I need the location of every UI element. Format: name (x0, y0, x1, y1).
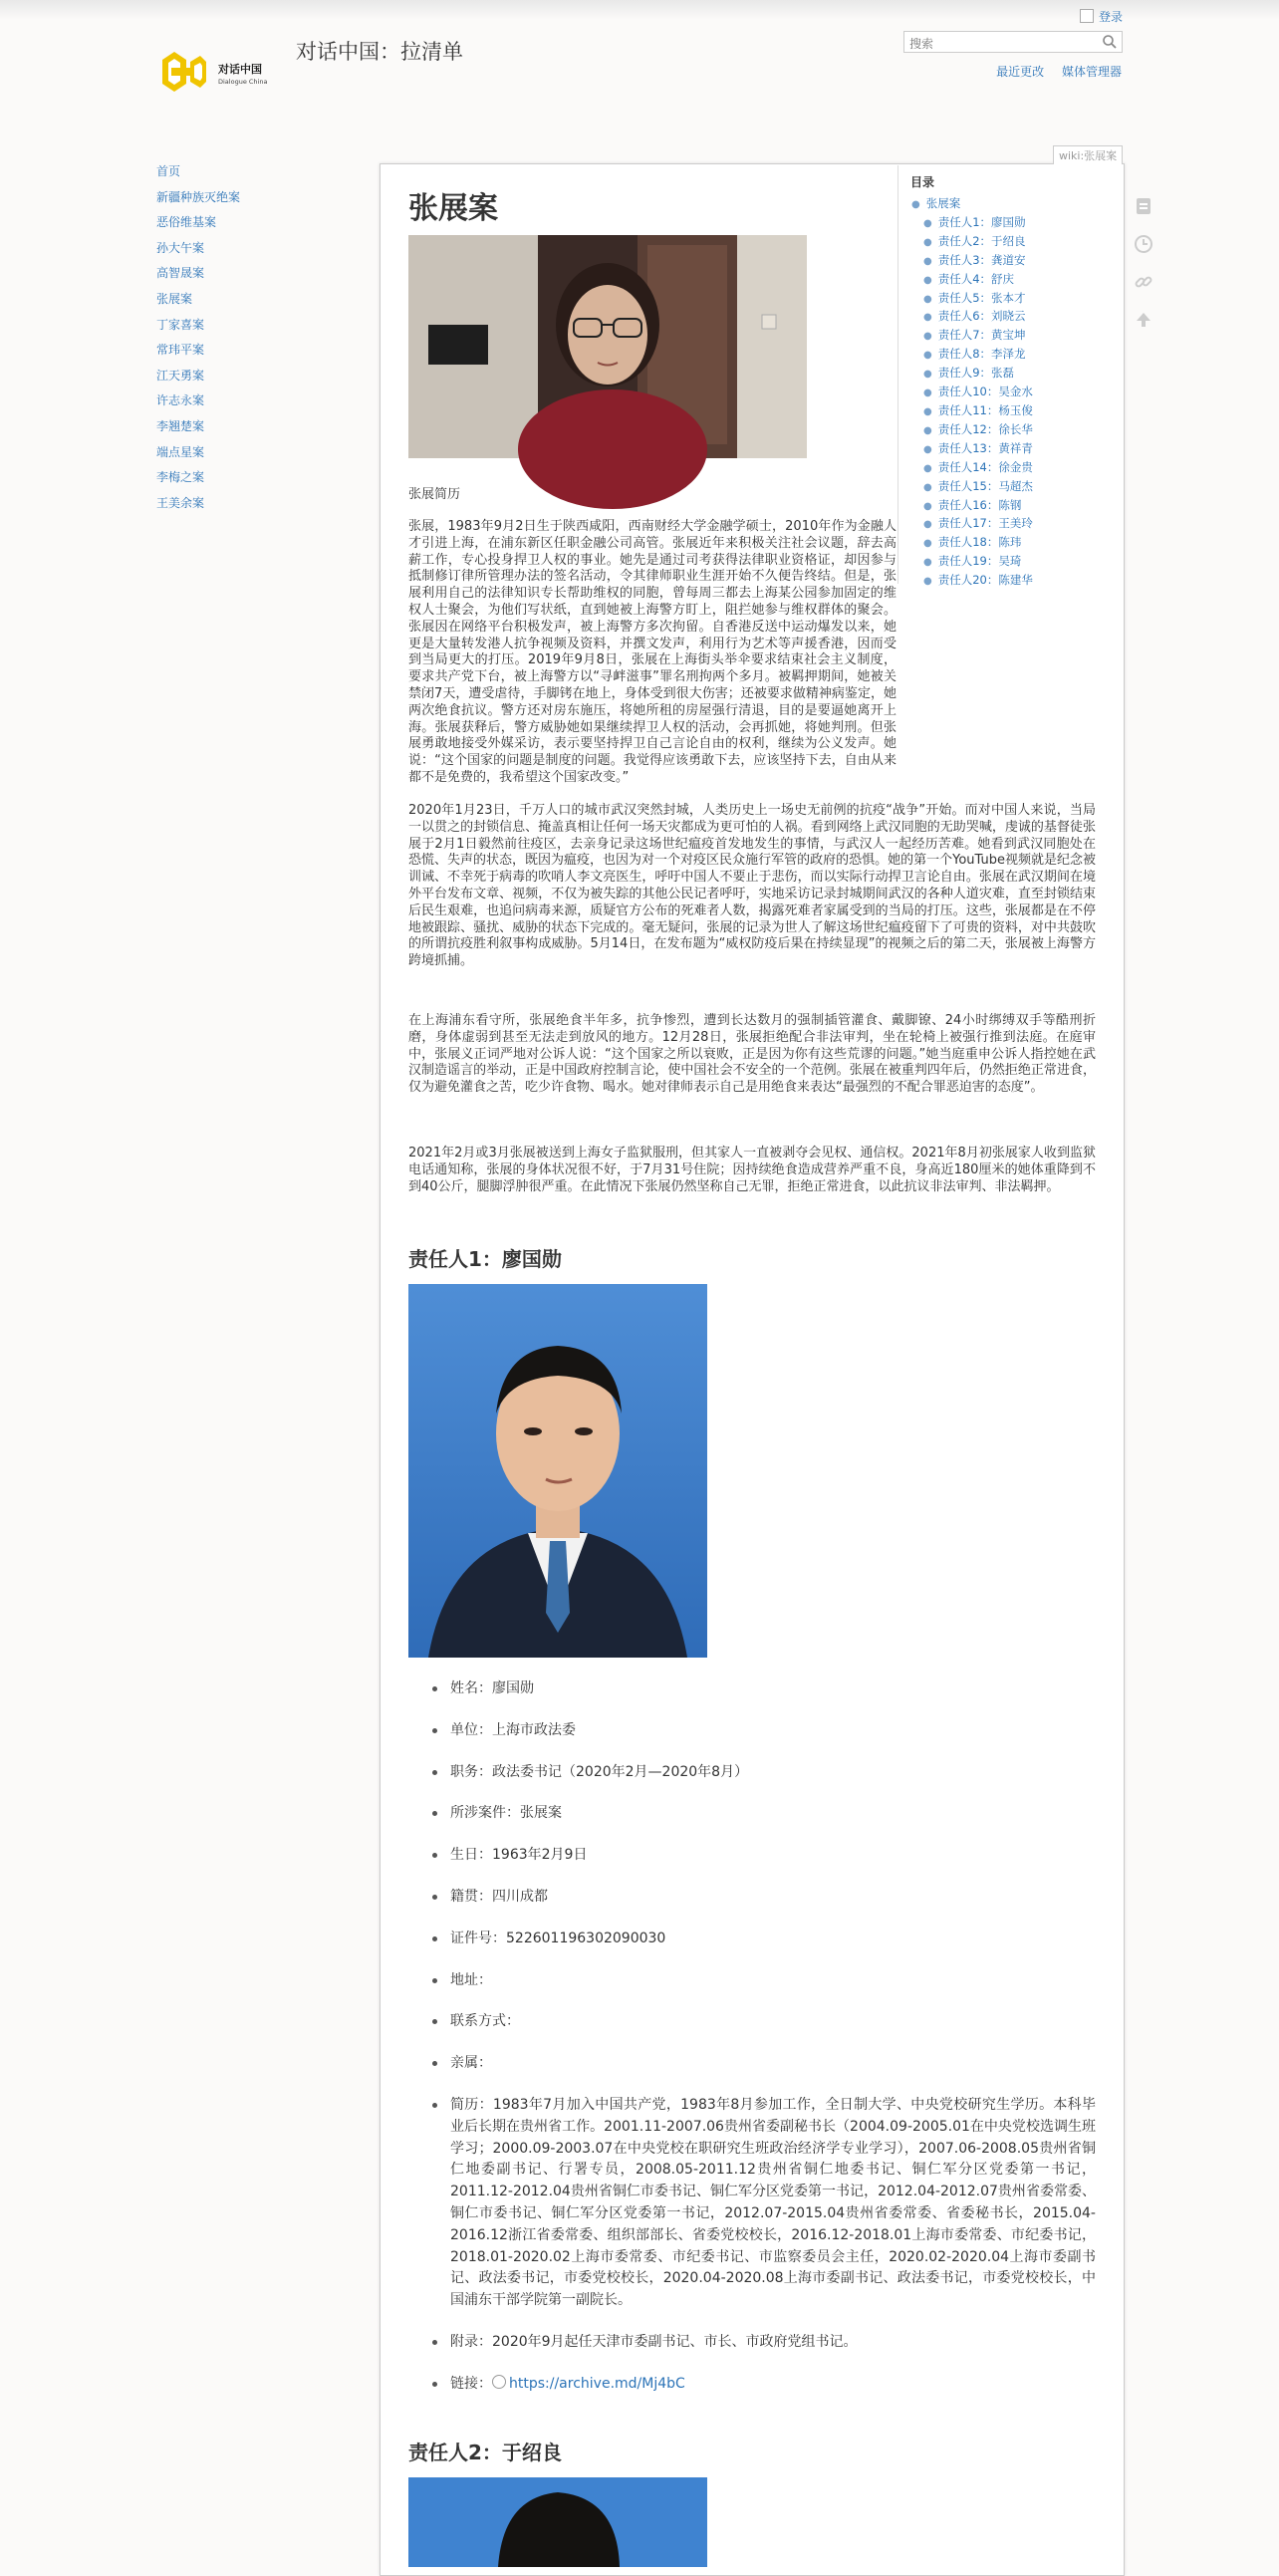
toc-item[interactable]: ● 责任人9：张磊 (923, 366, 1015, 381)
article-paragraph: 2021年2月或3月张展被送到上海女子监狱服刑，但其家人一直被剥夺会见权、通信权。2021年8月初张展家人收到监狱电话通知称，张展的身体状况很不好，于7月31号住院；因持续绝食造成营养严重不良，身高近180厘米的她体重降到不到40公斤，腿脚浮肿很严重。在此情况下张展仍然坚称自己无罪，拒绝正常进食，以此抗议非法审判、非法羁押。 (408, 1146, 1096, 1194)
sidebar-item-li-qiaochu[interactable]: 李翘楚案 (156, 418, 205, 433)
info-name: 姓名：廖国勋 (428, 1678, 1096, 1700)
info-link-label: 链接： (450, 2375, 492, 2392)
info-hometown: 籍贯：四川成都 (428, 1887, 1096, 1909)
info-appendix: 附录：2020年9月起任天津市委副书记、市长、市政府党组书记。 (428, 2332, 1096, 2354)
sidebar-item-home[interactable]: 首页 (156, 164, 181, 178)
archive-link[interactable]: https://archive.md/Mj4bC (509, 2375, 685, 2392)
info-position: 职务：政法委书记（2020年2月—2020年8月） (428, 1762, 1096, 1784)
bullet-icon: ● (923, 331, 932, 343)
section-heading-responsible-2: 责任人2：于绍良 (408, 2441, 562, 2464)
toc-item[interactable]: ● 责任人14：徐金贵 (923, 459, 1033, 474)
article-paragraph: 张展，1983年9月2日生于陕西咸阳，西南财经大学金融学硕士，2010年作为金融人才引进上海，在浦东新区任职金融公司高管。张展近年来积极关注社会议题，辞去高薪工作，专心投身捍卫人权的事业。她先是通过司考获得法律职业资格证，却因参与抵制修订律所管理办法的签名活动，令其律师职业生涯开始不久便告终结。但是，张展利用自己的法律知识专长帮助维权的同胞，曾每周三都去上海某公园参加固定的维权人士聚会，为他们写状纸，直到她被上海警方盯上，阻拦她参与维权群体的聚会。张展因在网络平台积极发声，被上海警方多次拘留。自香港反送中运动爆发以来，她更是大量转发港人抗争视频及资料，并撰文发声，利用行为艺术等声援香港，因而受到当局更大的打压。2019年9月8日，张展在上海街头举伞要求结束社会主义制度，要求共产党下台，被上海警方以“寻衅滋事”罪名刑拘两个多月。被羁押期间，她被关禁闭7天，遭受虐待，手脚铐在地上，身体受到很大伤害；还被要求做精神病鉴定，她两次绝食抗议。警方还对房东施压，将她所租的房屋强行清退，目的是要逼她离开上海。张展获释后，警方威胁她如果继续捍卫人权的活动，会再抓她，将她判刑。但张展勇敢地接受外媒采访，表示要坚持捍卫自己言论自由的权利，继续为公义发声。她说：“这个国家的问题是制度的问题。我觉得应该勇敢下去，应该坚持下去，自由从来都不是免费的，我希望这个国家改变。” (408, 519, 896, 785)
section-heading-responsible-1: 责任人1：廖国勋 (408, 1247, 562, 1271)
bullet-icon: ● (923, 538, 932, 550)
bullet-icon: ● (923, 500, 932, 512)
responsible-1-info-list (428, 1678, 1096, 2416)
toc-item[interactable]: ● 张展案 (911, 196, 961, 210)
bullet-icon: ● (923, 481, 932, 493)
toc-item[interactable]: ● 责任人3：龚道安 (923, 252, 1026, 267)
info-contact: 联系方式： (428, 2011, 1096, 2033)
bullet-icon: ● (923, 405, 932, 417)
login-icon (1080, 9, 1094, 23)
site-tools (982, 63, 1122, 80)
toc-list (911, 195, 1033, 591)
show-source-icon[interactable] (1132, 195, 1155, 219)
toc-item[interactable]: ● 责任人6：刘晓云 (923, 309, 1026, 324)
photo-caption: 张展简历 (408, 487, 461, 502)
sidebar-item-zhang-zhan[interactable]: 张展案 (156, 291, 193, 306)
search-icon[interactable] (1102, 34, 1118, 50)
svg-text:Dialogue China: Dialogue China (218, 78, 268, 86)
info-id-number: 证件号：522601196302090030 (428, 1929, 1096, 1950)
sidebar-item-jiang-tianyong[interactable]: 江天勇案 (156, 368, 205, 383)
backlinks-icon[interactable] (1132, 271, 1155, 295)
external-link-icon (492, 2375, 506, 2389)
info-address: 地址： (428, 1970, 1096, 1992)
zhang-zhan-photo[interactable] (408, 235, 807, 458)
toc-item[interactable]: ● 责任人17：王美玲 (923, 516, 1033, 531)
toc-item[interactable]: ● 责任人19：吴琦 (923, 554, 1022, 569)
toc-item[interactable]: ● 责任人11：杨玉俊 (923, 402, 1033, 417)
info-link (428, 2374, 1096, 2396)
toc-title: 目录 (910, 175, 935, 189)
bullet-icon: ● (923, 255, 932, 267)
article-paragraph: 在上海浦东看守所，张展绝食半年多，抗争惨烈，遭到长达数月的强制插管灌食、戴脚镣、24小时绑缚双手等酷刑折磨，身体虚弱到甚至无法走到放风的地方。12月28日，张展拒绝配合非法审判，坐在轮椅上被强行推到法庭。在庭审中，张展义正词严地对公诉人说：“这个国家之所以衰败，正是因为你有这些荒谬的问题。”她当庭重申公诉人指控她在武汉制造谣言的举动，正是中国政府控制言论，使中国社会不安全的一个范例。张展在被重判四年后，仍然拒绝正常进食，仅为避免灌食之苦，吃少许食物、喝水。她对律师表示自己是用绝食来表达“最强烈的不配合罪恶迫害的态度”。 (408, 1013, 1096, 1096)
sidebar-item-gao-zhisheng[interactable]: 高智晟案 (156, 266, 205, 281)
article-paragraph: 2020年1月23日，千万人口的城市武汉突然封城，人类历史上一场史无前例的抗疫“战争”开始。而对中国人来说，当局一以贯之的封锁信息、掩盖真相让任何一场天灾都成为更可怕的人祸。看到网络上武汉同胞的无助哭喊，虔诚的基督徒张展于2月1日毅然前往疫区，去亲身记录这场世纪瘟疫首发地发生的事情，与武汉人一起经历苦难。她看到武汉同胞处在恐慌、失声的状态，既因为瘟疫，也因为对一个对疫区民众施行军管的政府的恐惧。她的第一个YouTube视频就是纪念被训诫、不幸死于病毒的吹哨人李文亮医生，呼吁中国人不要止于悲伤，而以实际行动捍卫言论自由。张展在武汉期间在境外平台发布文章、视频，不仅为被失踪的其他公民记者呼吁，实地采访记录封城期间武汉的各种人道灾难，直至封锁结束后民生艰难，也追问病毒来源，质疑官方公布的死难者人数，揭露死难者家属受到的当局的打压。这些，张展都是在不停地被跟踪、骚扰、威胁的状态下完成的。毫无疑问，张展的记录为世人了解这场世纪瘟疫留下了可贵的资料，对中共鼓吹的所谓抗疫胜利叙事构成威胁。5月14日，在发布题为“威权防疫后果在持续显现”的视频之后的第二天，张展被上海警方跨境抓捕。 (408, 803, 1096, 969)
toc-item[interactable]: ● 责任人5：张本才 (923, 290, 1026, 305)
toc-item[interactable]: ● 责任人15：马超杰 (923, 478, 1033, 493)
toc-item[interactable]: ● 责任人20：陈建华 (923, 573, 1033, 588)
toc-item[interactable]: ● 责任人12：徐长华 (923, 421, 1033, 436)
bullet-icon: ● (923, 576, 932, 588)
table-of-contents (897, 165, 1123, 588)
sidebar-item-wang-meiyu[interactable]: 王美余案 (156, 495, 205, 510)
recent-changes-link[interactable]: 最近更改 (996, 65, 1045, 79)
sidebar-item-xu-zhiyong[interactable]: 许志永案 (156, 393, 205, 408)
sidebar-item-chang-weiping[interactable]: 常玮平案 (156, 343, 205, 358)
liao-guoxun-photo[interactable] (408, 1284, 707, 1658)
yu-shaoliang-photo[interactable] (408, 2477, 707, 2567)
site-logo[interactable] (160, 48, 268, 96)
sidebar-item-evil-wiki[interactable]: 恶俗维基案 (156, 215, 217, 230)
bullet-icon: ● (923, 312, 932, 324)
bullet-icon: ● (923, 387, 932, 399)
toc-item[interactable]: ● 责任人8：李泽龙 (923, 347, 1026, 362)
page-title: 张展案 (408, 191, 498, 226)
login-link[interactable]: 登录 (1080, 8, 1123, 25)
sidebar-item-sun-dawu[interactable]: 孙大午案 (156, 240, 205, 255)
bullet-icon: ● (923, 274, 932, 286)
sidebar-item-li-meizhi[interactable]: 李梅之案 (156, 470, 205, 485)
info-birthday: 生日：1963年2月9日 (428, 1845, 1096, 1867)
bullet-icon: ● (911, 199, 920, 210)
bullet-icon: ● (923, 519, 932, 531)
toc-item[interactable]: ● 责任人7：黄宝坤 (923, 328, 1026, 343)
old-revisions-icon[interactable] (1132, 233, 1155, 257)
info-resume: 简历：1983年7月加入中国共产党，1983年8月参加工作，全日制大学、中央党校研究生学历。本科毕业后长期在贵州省工作。2001.11-2007.06贵州省委副秘书长（2004.09-2005.01在中央党校选调生班学习；2000.09-2003.07在中央党校在职研究生班政治经济学专业学习），2007.06-2008.05贵州省铜仁地委副书记、行署专员，2008.05-2011.12贵州省铜仁地委书记、铜仁军分区党委第一书记，2011.12-2012.04贵州省铜仁市委书记、铜仁军分区党委第一书记，2012.04-2012.07贵州省委常委、铜仁市委书记、铜仁军分区党委第一书记，2012.07-2015.04贵州省委常委、省委秘书长，2015.04-2016.12浙江省委常委、组织部部长、省委党校校长，2016.12-2018.01上海市委常委、市纪委书记，2018.01-2020.02上海市委常委、市纪委书记、市监察委员会主任，2020.02-2020.04上海市委副书记、政法委书记，市委党校校长，2020.04-2020.08上海市委副书记、政法委书记，市委党校校长，中国浦东干部学院第一副院长。 (428, 2095, 1096, 2312)
site-title[interactable]: 对话中国：拉清单 (296, 40, 463, 64)
search-input[interactable] (903, 31, 1123, 53)
bullet-icon: ● (923, 443, 932, 455)
media-manager-link[interactable]: 媒体管理器 (1061, 65, 1122, 79)
bullet-icon: ● (923, 424, 932, 436)
bullet-icon: ● (923, 369, 932, 381)
bullet-icon: ● (923, 557, 932, 569)
wiki-pagename: wiki:张展案 (1053, 145, 1123, 164)
info-case: 所涉案件：张展案 (428, 1803, 1096, 1825)
toc-item[interactable]: ● 责任人18：陈玮 (923, 535, 1022, 550)
bullet-icon: ● (923, 462, 932, 474)
svg-text:对话中国: 对话中国 (218, 63, 262, 76)
back-to-top-icon[interactable] (1132, 309, 1155, 333)
toc-item[interactable]: ● 责任人13：黄祥青 (923, 440, 1033, 455)
toc-item[interactable]: ● 责任人2：于绍良 (923, 233, 1026, 248)
toc-item[interactable]: ● 责任人4：舒庆 (923, 271, 1015, 286)
bullet-icon: ● (923, 236, 932, 248)
bullet-icon: ● (923, 350, 932, 362)
sidebar-item-xinjiang[interactable]: 新疆种族灭绝案 (156, 189, 241, 204)
bullet-icon: ● (923, 293, 932, 305)
bullet-icon: ● (923, 217, 932, 229)
toc-item[interactable]: ● 责任人1：廖国勋 (923, 214, 1026, 229)
toc-item[interactable]: ● 责任人16：陈钢 (923, 497, 1022, 512)
info-relatives: 亲属： (428, 2053, 1096, 2075)
sidebar-item-terminus[interactable]: 端点星案 (156, 444, 205, 459)
toc-item[interactable]: ● 责任人10：吴金水 (923, 385, 1033, 399)
info-unit: 单位：上海市政法委 (428, 1720, 1096, 1742)
sidebar (156, 159, 316, 516)
sidebar-item-ding-jiaxi[interactable]: 丁家喜案 (156, 317, 205, 332)
